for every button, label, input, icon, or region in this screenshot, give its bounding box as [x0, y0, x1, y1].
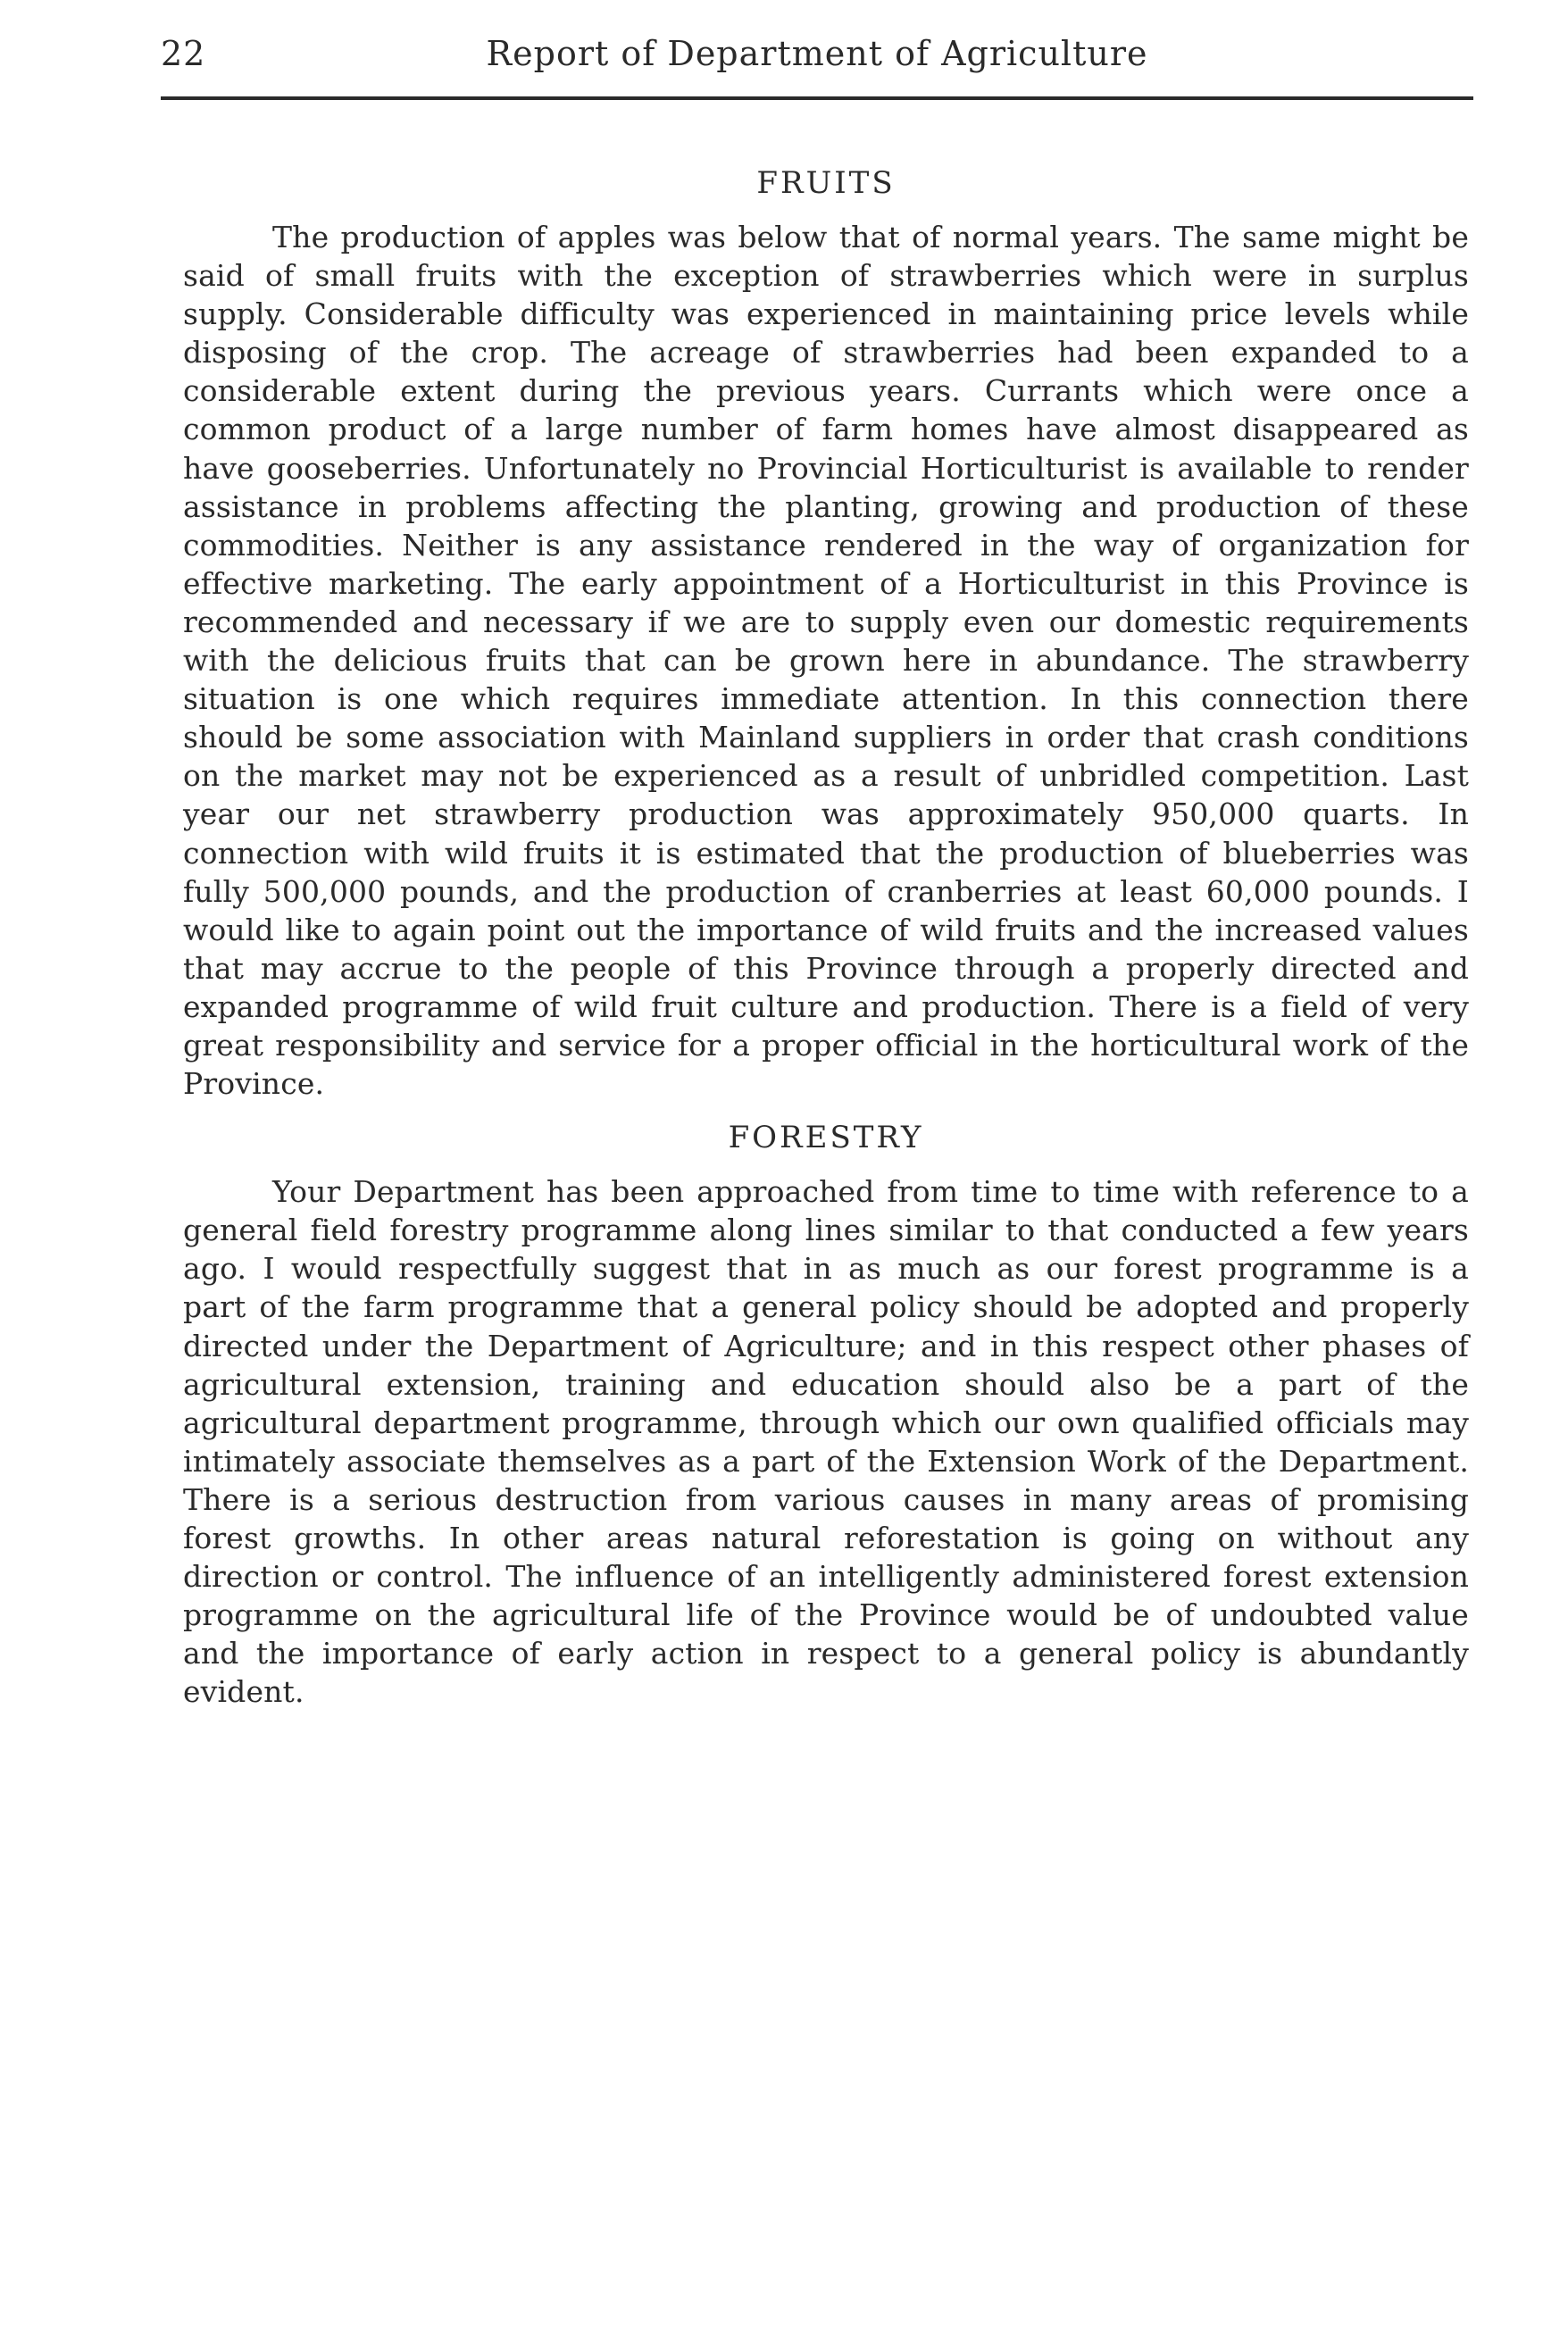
running-header-title: Report of Department of Agriculture — [486, 34, 1148, 73]
paragraph-forestry: Your Department has been approached from time to time with reference to a general field forestry programme along lines similar to that conducted a few years ago. I would respectfully suggest that in as much as our forest programme is a part of the farm programme that a general policy should be adopted and properly directed under the Department of Agriculture; and in this respect other phases of agricultural extension, training and education should also be a part of the agricultural department programme, through which our own qualified officials may intimately associate themselves as a part of the Extension Work of the Department. There is a serious destruction from various causes in many areas of promising forest growths. In other areas natural reforestation is going on without any direction or control. The influence of an intelligently administered forest extension programme on the agricultural life of the Province would be of undoubted value and the importance of early action in respect to a general policy is abundantly evident. — [183, 1174, 1469, 1710]
section-heading-fruits: FRUITS — [756, 165, 896, 201]
page-number: 22 — [161, 34, 206, 73]
paragraph-fruits: The production of apples was below that of normal years. The same might be said of small fruits with the exception of strawberries which were in surplus supply. Considerable difficulty was experienced in maintaining price levels while disposing of the crop. The acreage of strawberries had been expanded to a considerable extent during the previous years. Currants which were once a common product of a large number of farm homes have almost disappeared as have gooseberries. Unfortunately no Provincial Horticulturist is available to render assistance in problems affecting the planting, growing and production of these commodities. Neither is any assistance rendered in the way of organization for effective marketing. The early appointment of a Horticulturist in this Province is recommended and necessary if we are to supply even our domestic requirements with the delicious fruits that can be grown here in abundance. The strawberry situation is one which requires immediate attention. In this connection there should be some association with Mainland suppliers in order that crash conditions on the market may not be experienced as a result of unbridled competition. Last year our net strawberry production was approximately 950,000 quarts. In connection with wild fruits it is estimated that the production of blueberries was fully 500,000 pounds, and the production of cranberries at least 60,000 pounds. I would like to again point out the importance of wild fruits and the increased values that may accrue to the people of this Province through a properly directed and expanded programme of wild fruit culture and production. There is a field of very great responsibility and service for a proper official in the horticultural work of the Province. — [183, 220, 1469, 1102]
section-heading-forestry: FORESTRY — [728, 1120, 924, 1156]
body-text — [183, 159, 1469, 1711]
section-fruits — [183, 159, 1469, 1103]
running-header — [161, 34, 1473, 88]
header-rule — [161, 96, 1473, 100]
section-forestry — [183, 1113, 1469, 1711]
